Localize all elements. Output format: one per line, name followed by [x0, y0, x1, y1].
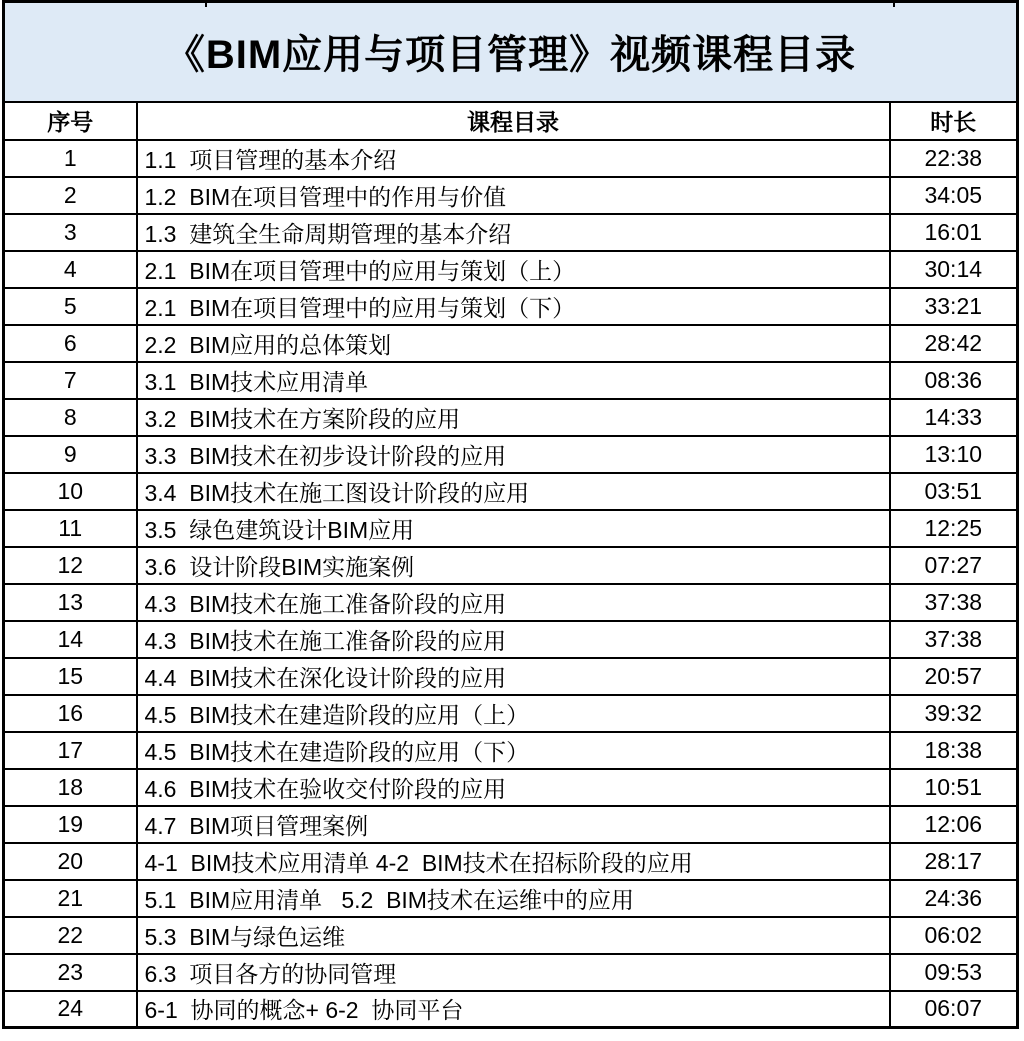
- row-index: 19: [4, 806, 137, 843]
- row-duration: 37:38: [890, 621, 1018, 658]
- row-duration: 28:42: [890, 325, 1018, 362]
- table-row: [4, 251, 1018, 288]
- table-row: [4, 658, 1018, 695]
- row-index: 17: [4, 732, 137, 769]
- row-index: 5: [4, 288, 137, 325]
- table-row: [4, 880, 1018, 917]
- row-index: 4: [4, 251, 137, 288]
- page-title: 《BIM应用与项目管理》视频课程目录: [4, 2, 1018, 102]
- row-title: 1.1 项目管理的基本介绍: [137, 140, 890, 177]
- row-title: 1.2 BIM在项目管理中的作用与价值: [137, 177, 890, 214]
- row-index: 21: [4, 880, 137, 917]
- row-title: 4.6 BIM技术在验收交付阶段的应用: [137, 769, 890, 806]
- row-duration: 37:38: [890, 584, 1018, 621]
- row-index: 2: [4, 177, 137, 214]
- course-catalog-table: [2, 0, 1019, 1029]
- table-row: [4, 399, 1018, 436]
- header-duration: 时长: [890, 102, 1018, 140]
- row-duration: 07:27: [890, 547, 1018, 584]
- row-title: 5.3 BIM与绿色运维: [137, 917, 890, 954]
- row-index: 1: [4, 140, 137, 177]
- row-duration: 09:53: [890, 954, 1018, 991]
- row-duration: 12:06: [890, 806, 1018, 843]
- row-duration: 06:07: [890, 991, 1018, 1028]
- table-row: [4, 769, 1018, 806]
- table-row: [4, 806, 1018, 843]
- table-row: [4, 362, 1018, 399]
- row-duration: 06:02: [890, 917, 1018, 954]
- table-row: [4, 325, 1018, 362]
- row-duration: 20:57: [890, 658, 1018, 695]
- table-row: [4, 843, 1018, 880]
- row-title: 3.4 BIM技术在施工图设计阶段的应用: [137, 473, 890, 510]
- row-title: 4.5 BIM技术在建造阶段的应用（下）: [137, 732, 890, 769]
- row-title: 4.3 BIM技术在施工准备阶段的应用: [137, 621, 890, 658]
- row-index: 20: [4, 843, 137, 880]
- table-row: [4, 917, 1018, 954]
- row-duration: 13:10: [890, 436, 1018, 473]
- table-row: [4, 621, 1018, 658]
- row-index: 23: [4, 954, 137, 991]
- row-title: 6.3 项目各方的协同管理: [137, 954, 890, 991]
- row-title: 5.1 BIM应用清单 5.2 BIM技术在运维中的应用: [137, 880, 890, 917]
- gridline-tick-left: [205, 0, 207, 7]
- row-title: 6-1 协同的概念+ 6-2 协同平台: [137, 991, 890, 1028]
- table-row: [4, 695, 1018, 732]
- row-duration: 08:36: [890, 362, 1018, 399]
- row-index: 24: [4, 991, 137, 1028]
- row-title: 3.2 BIM技术在方案阶段的应用: [137, 399, 890, 436]
- row-title: 1.3 建筑全生命周期管理的基本介绍: [137, 214, 890, 251]
- row-title: 3.6 设计阶段BIM实施案例: [137, 547, 890, 584]
- row-index: 18: [4, 769, 137, 806]
- row-index: 9: [4, 436, 137, 473]
- title-row: [4, 2, 1018, 102]
- table-row: [4, 177, 1018, 214]
- table-row: [4, 214, 1018, 251]
- row-duration: 12:25: [890, 510, 1018, 547]
- row-title: 2.1 BIM在项目管理中的应用与策划（下）: [137, 288, 890, 325]
- row-title: 2.2 BIM应用的总体策划: [137, 325, 890, 362]
- row-index: 11: [4, 510, 137, 547]
- row-duration: 03:51: [890, 473, 1018, 510]
- row-index: 10: [4, 473, 137, 510]
- table-row: [4, 140, 1018, 177]
- row-duration: 18:38: [890, 732, 1018, 769]
- header-catalog: 课程目录: [137, 102, 890, 140]
- row-title: 4.5 BIM技术在建造阶段的应用（上）: [137, 695, 890, 732]
- table-row: [4, 473, 1018, 510]
- row-title: 4.4 BIM技术在深化设计阶段的应用: [137, 658, 890, 695]
- table-row: [4, 288, 1018, 325]
- row-index: 6: [4, 325, 137, 362]
- row-index: 14: [4, 621, 137, 658]
- table-row: [4, 584, 1018, 621]
- row-duration: 22:38: [890, 140, 1018, 177]
- row-duration: 39:32: [890, 695, 1018, 732]
- row-title: 4-1 BIM技术应用清单 4-2 BIM技术在招标阶段的应用: [137, 843, 890, 880]
- gridline-tick-right: [893, 0, 895, 7]
- row-title: 3.5 绿色建筑设计BIM应用: [137, 510, 890, 547]
- table-row: [4, 510, 1018, 547]
- row-index: 7: [4, 362, 137, 399]
- row-duration: 30:14: [890, 251, 1018, 288]
- row-title: 4.3 BIM技术在施工准备阶段的应用: [137, 584, 890, 621]
- row-duration: 10:51: [890, 769, 1018, 806]
- row-title: 4.7 BIM项目管理案例: [137, 806, 890, 843]
- row-title: 3.1 BIM技术应用清单: [137, 362, 890, 399]
- header-row: [4, 102, 1018, 140]
- table-row: [4, 991, 1018, 1028]
- row-title: 3.3 BIM技术在初步设计阶段的应用: [137, 436, 890, 473]
- row-index: 3: [4, 214, 137, 251]
- table-row: [4, 954, 1018, 991]
- header-index: 序号: [4, 102, 137, 140]
- row-duration: 28:17: [890, 843, 1018, 880]
- row-index: 8: [4, 399, 137, 436]
- row-title: 2.1 BIM在项目管理中的应用与策划（上）: [137, 251, 890, 288]
- row-index: 16: [4, 695, 137, 732]
- row-duration: 33:21: [890, 288, 1018, 325]
- row-duration: 14:33: [890, 399, 1018, 436]
- row-index: 12: [4, 547, 137, 584]
- table-row: [4, 732, 1018, 769]
- row-index: 22: [4, 917, 137, 954]
- table-row: [4, 547, 1018, 584]
- row-duration: 16:01: [890, 214, 1018, 251]
- row-duration: 24:36: [890, 880, 1018, 917]
- row-index: 13: [4, 584, 137, 621]
- row-index: 15: [4, 658, 137, 695]
- row-duration: 34:05: [890, 177, 1018, 214]
- table-row: [4, 436, 1018, 473]
- course-table-body: [4, 2, 1018, 1028]
